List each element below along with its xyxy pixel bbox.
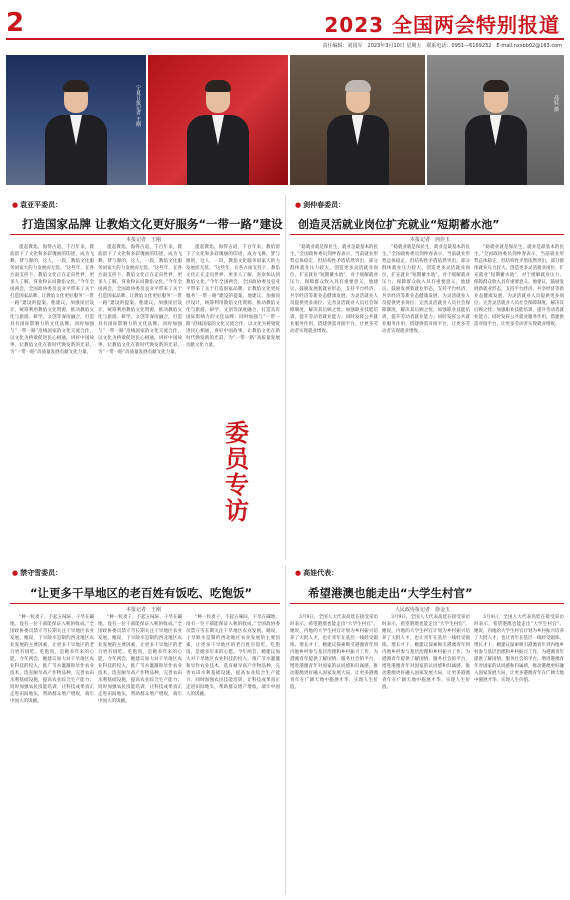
article-2-title: 创造灵活就业岗位扩充就业“短期蓄水池” bbox=[298, 218, 500, 231]
page-number: 2 bbox=[6, 8, 25, 38]
interview-stamp: 委员专访 bbox=[225, 419, 249, 525]
photo-caption: 高娃 摄 bbox=[553, 95, 559, 112]
article-3-body-cont: “种一粒麦子，不起五味际，干旱在碱地，没有一位干部能保证入秋的收成。”全国政协委员禁守雪长期关注干旱地区农业发展。她说，干旱缺水是制约西北地区农业发展的主要因素，让更多干旱地区的老百姓有饭吃、吃饱饭，是她多年来的心愿。今年两会，她建议加大对干旱地区农业科技的投入，推广节水灌溉和旱作农业技术，选育耐旱高产作物品种，完善农田水利基础设施，提高农业综合生产能力；同时加强农民技能培训，让科技成果真正走进田间地头，帮助群众增产增收，端牢中国人的饭碗。 bbox=[98, 615, 182, 704]
article-2-body-cont: “稳就业就是保民生，就业是最基本的民生。”全国政协委员剑仲春表示，当前就业形势总体稳定，但结构性矛盾依然突出，部分群体就业压力较大。创造更多灵活就业岗位，扩充就业“短期蓄水池”，对于缓解就业压力、保障群众收入具有重要意义。他建议，鼓励发展新就业形态，支持平台经济、共享经济等新业态健康发展，为灵活就业人员提供更多岗位；完善灵活就业人员社会保障制度，解决其后顾之忧；加强职业技能培训，提升劳动者就业能力；同时发挥公共就业服务作用，搭建供需对接平台，让更多劳动者实现就业增收。 bbox=[474, 245, 564, 327]
article-1-rule bbox=[10, 234, 280, 235]
article-2-rule bbox=[290, 234, 564, 235]
article-4-title: 希望港澳也能走出“大学生村官” bbox=[308, 586, 473, 600]
photo-4 bbox=[427, 55, 564, 185]
article-2-body-cont: “稳就业就是保民生，就业是最基本的民生。”全国政协委员剑仲春表示，当前就业形势总体稳定，但结构性矛盾依然突出，部分群体就业压力较大。创造更多灵活就业岗位，扩充就业“短期蓄水池”，对于缓解就业压力、保障群众收入具有重要意义。他建议，鼓励发展新就业形态，支持平台经济、共享经济等新业态健康发展，为灵活就业人员提供更多岗位；完善灵活就业人员社会保障制度，解决其后顾之忧；加强职业技能培训，提升劳动者就业能力；同时发挥公共就业服务作用，搭建供需对接平台，让更多劳动者实现就业增收。 bbox=[382, 245, 470, 334]
article-3-rule bbox=[10, 603, 280, 604]
article-4-body-cont: 3月9日，全国人大代表高娃在接受采访时表示，希望港澳也能走出“大学生村官”。她说，内地的大学生村官计划为乡村振兴培养了大批人才，也让青年在基层一线经受锻炼、增长才干。她建议探索吸引港澳青年到内地乡村参与基层治理和乡村振兴工作，为港澳青年提供了解国情、服务社会的平台，增进港澳青年对国家的认同感和归属感，推动港澳更好融入国家发展大局，让更多港澳青年在广阔天地中施展才华、实现人生价值。 bbox=[382, 615, 470, 690]
article-1-body-cont: 提起教焰，海得古道，千百年来，教焰留下了文化和多彩瑰丽的印迹，成为飞舞、梦与源的，这人，一段，教焰文化服务国家大的力发展而无忧。“这些年，在各方面支持下，教焰文化正在走向世界，更多人了解、喜欢和认同教焰文化。”今年全国两会，全国政协委员袁亚平带来了关于打造国家品牌、让教焰文化更好服务“一带一路”建设的提案。他建议，加强顶层设计，统筹利用教焰文化资源，推动教焰文化与旅游、研学、文创等深度融合，打造具有国际影响力的文化品牌；同时加强与“一带一路”沿线国家的文化交流合作，以文化为桥梁促进民心相通，讲好中国故事，让教焰文化在新时代焕发新的光彩，为“一带一路”高质量发展贡献文化力量。 bbox=[186, 245, 280, 348]
article-4-rule bbox=[290, 603, 564, 604]
article-4-byline: ● 高娃代表： bbox=[295, 568, 339, 577]
header-meta: 责任编辑：刘国军 2023年3月10日 星期五 联系电话：0951—6169232 E-mail:nxsbb02@163.com bbox=[322, 43, 562, 49]
photo-3 bbox=[290, 55, 425, 185]
article-1-body: 提起教焰，海得古道，千百年来，教焰留下了文化和多彩瑰丽的印迹，成为飞舞、梦与源的，这人，一段，教焰文化服务国家大的力发展而无忧。“这些年，在各方面支持下，教焰文化正在走向世界，更多人了解、喜欢和认同教焰文化。”今年全国两会，全国政协委员袁亚平带来了关于打造国家品牌、让教焰文化更好服务“一带一路”建设的提案。他建议，加强顶层设计，统筹利用教焰文化资源，推动教焰文化与旅游、研学、文创等深度融合，打造具有国际影响力的文化品牌；同时加强与“一带一路”沿线国家的文化交流合作，以文化为桥梁促进民心相通，讲好中国故事，让教焰文化在新时代焕发新的光彩，为“一带一路”高质量发展贡献文化力量。 bbox=[10, 245, 94, 355]
header-rule bbox=[6, 38, 564, 40]
photo-2 bbox=[148, 55, 288, 185]
article-3-reporter: 本报记者 王刚 bbox=[126, 607, 162, 613]
article-3-byline: ● 禁守雪委员： bbox=[12, 568, 63, 577]
person-figure bbox=[465, 75, 527, 185]
person-figure bbox=[327, 75, 389, 185]
photo-1 bbox=[6, 55, 146, 185]
article-2-reporter: 本报记者 何佳玉 bbox=[410, 237, 451, 243]
article-1-body-cont: 提起教焰，海得古道，千百年来，教焰留下了文化和多彩瑰丽的印迹，成为飞舞、梦与源的，这人，一段，教焰文化服务国家大的力发展而无忧。“这些年，在各方面支持下，教焰文化正在走向世界，更多人了解、喜欢和认同教焰文化。”今年全国两会，全国政协委员袁亚平带来了关于打造国家品牌、让教焰文化更好服务“一带一路”建设的提案。他建议，加强顶层设计，统筹利用教焰文化资源，推动教焰文化与旅游、研学、文创等深度融合，打造具有国际影响力的文化品牌；同时加强与“一带一路”沿线国家的文化交流合作，以文化为桥梁促进民心相通，讲好中国故事，让教焰文化在新时代焕发新的光彩，为“一带一路”高质量发展贡献文化力量。 bbox=[98, 245, 182, 355]
article-4-body-cont: 3月9日，全国人大代表高娃在接受采访时表示，希望港澳也能走出“大学生村官”。她说，内地的大学生村官计划为乡村振兴培养了大批人才，也让青年在基层一线经受锻炼、增长才干。她建议探索吸引港澳青年到内地乡村参与基层治理和乡村振兴工作，为港澳青年提供了解国情、服务社会的平台，增进港澳青年对国家的认同感和归属感，推动港澳更好融入国家发展大局，让更多港澳青年在广阔天地中施展才华、实现人生价值。 bbox=[474, 615, 564, 683]
person-figure bbox=[45, 75, 107, 185]
column-divider bbox=[285, 565, 286, 895]
article-4-reporter: 人民政协报记者 徐金玉 bbox=[395, 607, 451, 613]
article-2-body: “稳就业就是保民生，就业是最基本的民生。”全国政协委员剑仲春表示，当前就业形势总体稳定，但结构性矛盾依然突出，部分群体就业压力较大。创造更多灵活就业岗位，扩充就业“短期蓄水池”，对于缓解就业压力、保障群众收入具有重要意义。他建议，鼓励发展新就业形态，支持平台经济、共享经济等新业态健康发展，为灵活就业人员提供更多岗位；完善灵活就业人员社会保障制度，解决其后顾之忧；加强职业技能培训，提升劳动者就业能力；同时发挥公共就业服务作用，搭建供需对接平台，让更多劳动者实现就业增收。 bbox=[290, 245, 378, 334]
article-4-body: 3月9日，全国人大代表高娃在接受采访时表示，希望港澳也能走出“大学生村官”。她说，内地的大学生村官计划为乡村振兴培养了大批人才，也让青年在基层一线经受锻炼、增长才干。她建议探索吸引港澳青年到内地乡村参与基层治理和乡村振兴工作，为港澳青年提供了解国情、服务社会的平台，增进港澳青年对国家的认同感和归属感，推动港澳更好融入国家发展大局，让更多港澳青年在广阔天地中施展才华、实现人生价值。 bbox=[290, 615, 378, 690]
article-3-title: “让更多干旱地区的老百姓有饭吃、吃饱饭” bbox=[30, 586, 253, 600]
article-1-byline: ● 袁亚平委员： bbox=[12, 200, 63, 209]
photo-caption: 宁夏日报记者 王刚 bbox=[135, 85, 141, 127]
page-header-title: 2023 全国两会特别报道 bbox=[324, 13, 560, 37]
person-figure bbox=[187, 75, 249, 185]
article-1-title: 打造国家品牌 让教焰文化更好服务“一带一路”建设 bbox=[22, 217, 283, 231]
column-divider bbox=[285, 195, 286, 560]
article-2-byline: ● 剑仲春委员： bbox=[295, 200, 346, 209]
article-3-body-cont: “种一粒麦子，不起五味际，干旱在碱地，没有一位干部能保证入秋的收成。”全国政协委员禁守雪长期关注干旱地区农业发展。她说，干旱缺水是制约西北地区农业发展的主要因素，让更多干旱地区的老百姓有饭吃、吃饱饭，是她多年来的心愿。今年两会，她建议加大对干旱地区农业科技的投入，推广节水灌溉和旱作农业技术，选育耐旱高产作物品种，完善农田水利基础设施，提高农业综合生产能力；同时加强农民技能培训，让科技成果真正走进田间地头，帮助群众增产增收，端牢中国人的饭碗。 bbox=[186, 615, 280, 697]
article-1-reporter: 本报记者 王刚 bbox=[126, 237, 162, 243]
article-3-body: “种一粒麦子，不起五味际，干旱在碱地，没有一位干部能保证入秋的收成。”全国政协委员禁守雪长期关注干旱地区农业发展。她说，干旱缺水是制约西北地区农业发展的主要因素，让更多干旱地区的老百姓有饭吃、吃饱饭，是她多年来的心愿。今年两会，她建议加大对干旱地区农业科技的投入，推广节水灌溉和旱作农业技术，选育耐旱高产作物品种，完善农田水利基础设施，提高农业综合生产能力；同时加强农民技能培训，让科技成果真正走进田间地头，帮助群众增产增收，端牢中国人的饭碗。 bbox=[10, 615, 94, 704]
